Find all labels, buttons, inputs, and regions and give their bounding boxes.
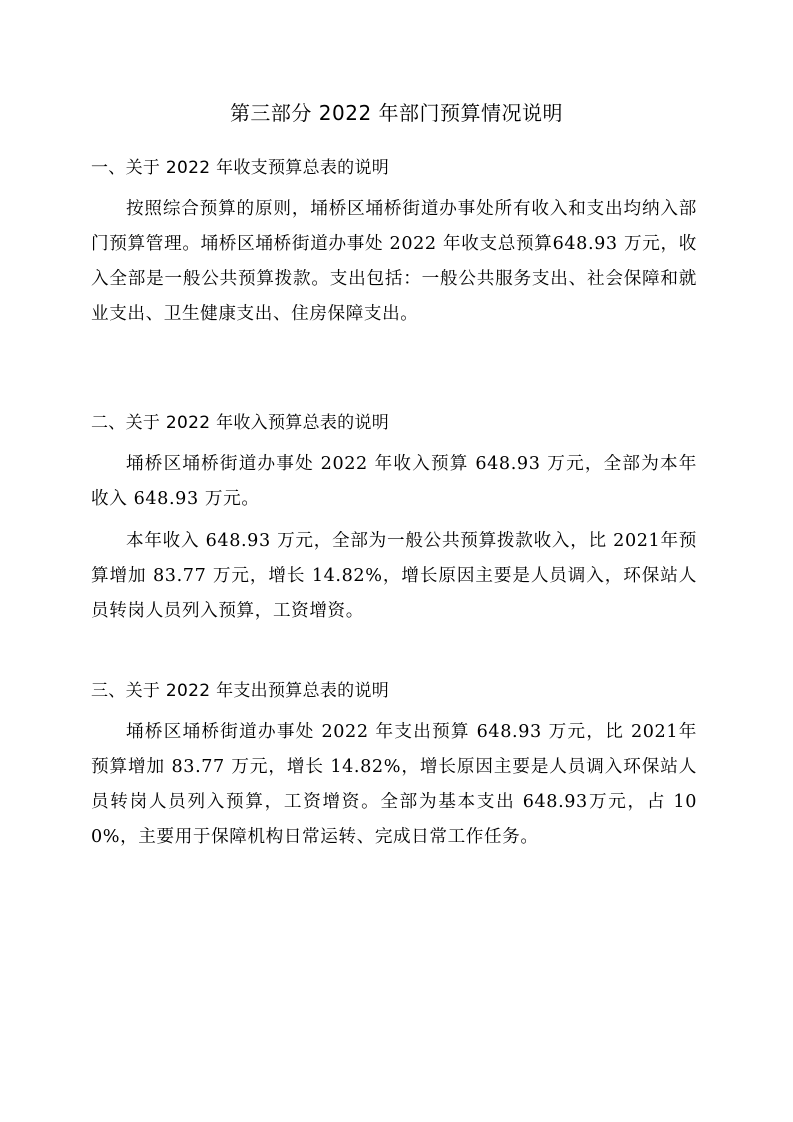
section-1-paragraph-1: 按照综合预算的原则，埇桥区埇桥街道办事处所有收入和支出均纳入部门预算管理。埇桥区埇桥街道办事处 2022 年收支总预算648.93 万元，收入全部是一般公共预算拨款。支出包括：一般公共服务支出、社会保障和就业支出、卫生健康支出、住房保障支出。 — [91, 199, 697, 324]
section-heading-2: 二、关于 2022 年收入预算总表的说明 — [91, 413, 390, 433]
section-heading-3: 三、关于 2022 年支出预算总表的说明 — [91, 681, 390, 701]
section-2-paragraph-1: 埇桥区埇桥街道办事处 2022 年收入预算 648.93 万元，全部为本年收入 648.93 万元。 — [91, 454, 697, 509]
page-title: 第三部分 2022 年部门预算情况说明 — [229, 101, 564, 125]
section-2-paragraph-2: 本年收入 648.93 万元，全部为一般公共预算拨款收入，比 2021年预算增加 83.77 万元，增长 14.82%，增长原因主要是人员调入，环保站人员转岗人员列入预算，工资增资。 — [91, 531, 697, 621]
section-heading-1: 一、关于 2022 年收支预算总表的说明 — [91, 158, 390, 178]
section-3-paragraph-1: 埇桥区埇桥街道办事处 2022 年支出预算 648.93 万元，比 2021年预算增加 83.77 万元，增长 14.82%，增长原因主要是人员调入环保站人员转岗人员列入预算，工资增资。全部为基本支出 648.93万元，占 100%，主要用于保障机构日常运转、完成日常工作任务。 — [91, 722, 697, 847]
